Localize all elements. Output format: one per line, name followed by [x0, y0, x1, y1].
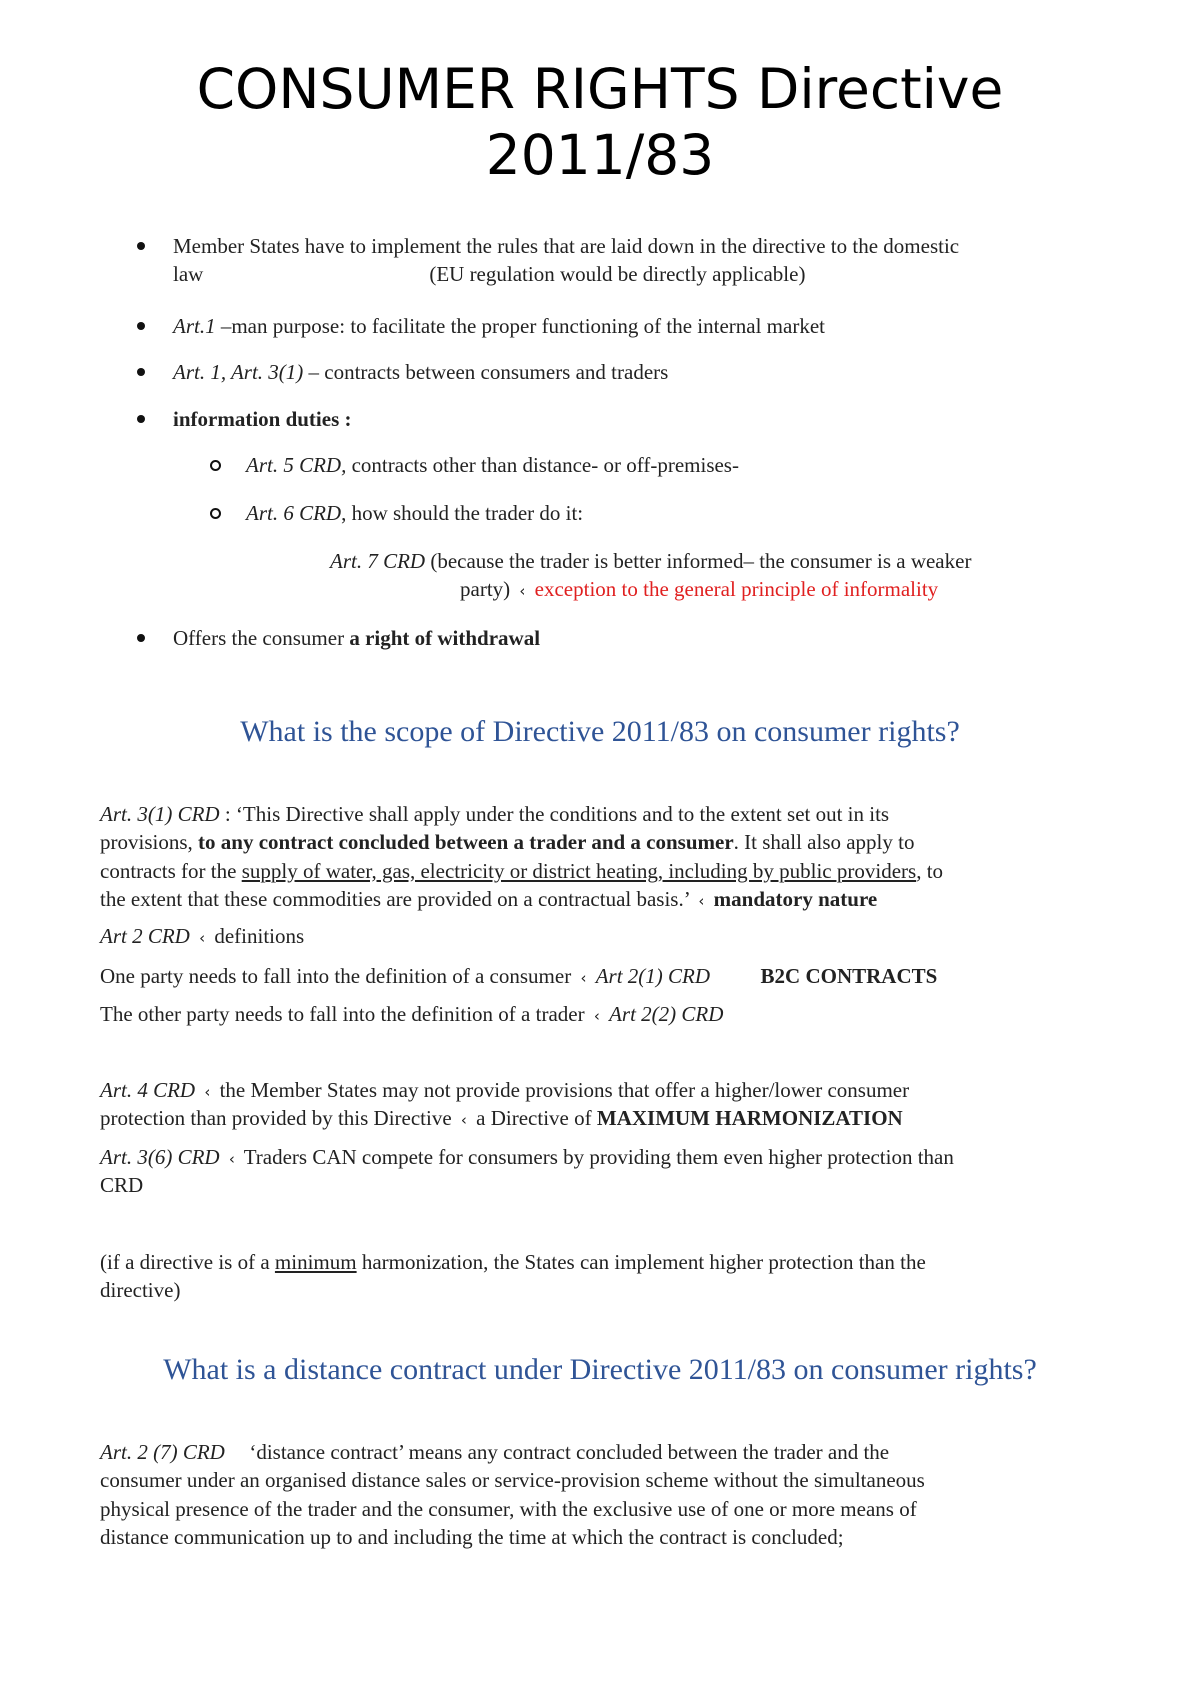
circle-bullet-icon	[210, 460, 221, 471]
section-heading-scope: What is the scope of Directive 2011/83 on consumer rights?	[240, 715, 960, 748]
bullet-item: information duties :	[173, 405, 1113, 433]
bullet-item: Member States have to implement the rules that are laid down in the directive to the domestic law (EU regulation would be directly applicable)	[173, 232, 1113, 289]
arrow-icon: ‹	[460, 1111, 467, 1130]
paragraph-art4: Art. 4 CRD ‹ the Member States may not provide provisions that offer a higher/lower consumer protection than provided by this Directive ‹ a Directive of MAXIMUM HARMONIZATION	[100, 1078, 910, 1131]
bullet-item: Art. 1, Art. 3(1) – contracts between consumers and traders	[173, 358, 1113, 386]
bullet-item: Art.1 –man purpose: to facilitate the proper functioning of the internal market	[173, 312, 1113, 340]
section-heading-distance: What is a distance contract under Directive 2011/83 on consumer rights?	[163, 1353, 1037, 1386]
arrow-icon: ‹	[228, 1150, 235, 1168]
arrow-icon: ‹	[519, 582, 526, 601]
sub-bullet-item: Art. 6 CRD, how should the trader do it:	[246, 499, 1186, 527]
paragraph-art3-6: Art. 3(6) CRD ‹ Traders CAN compete for consumers by providing them even higher protection than CRD	[100, 1145, 954, 1198]
indented-paragraph: Art. 7 CRD (because the trader is better informed– the consumer is a weaker party) ‹ exception to the general principle of informality	[330, 549, 972, 602]
paragraph-trader: The other party needs to fall into the definition of a trader ‹ Art 2(2) CRD	[100, 1002, 724, 1026]
bullet-item: Offers the consumer a right of withdrawal	[173, 624, 1113, 652]
paragraph-consumer: One party needs to fall into the definition of a consumer ‹ Art 2(1) CRD B2C CONTRACTS	[100, 964, 938, 988]
paragraph-art3: Art. 3(1) CRD : ‘This Directive shall apply under the conditions and to the extent set out in its provisions, to any contract concluded between a trader and a consumer. It shall also apply to contracts for the supply of water, gas, electricity or district heating, including by public providers, to the extent that these commodities are provided on a contractual basis.’ ‹ mandatory nature	[100, 802, 944, 912]
arrow-icon: ‹	[698, 892, 705, 911]
paragraph-art2: Art 2 CRD ‹ definitions	[100, 924, 305, 948]
bullet-icon	[137, 322, 145, 330]
bullet-icon	[137, 242, 145, 250]
sub-bullet-item: Art. 5 CRD, contracts other than distance- or off-premises-	[246, 451, 1186, 479]
arrow-icon: ‹	[593, 1007, 600, 1025]
arrow-icon: ‹	[204, 1083, 211, 1101]
paragraph-minimum: (if a directive is of a minimum harmonization, the States can implement higher protection than the directive)	[100, 1250, 926, 1303]
circle-bullet-icon	[210, 508, 221, 519]
bullet-icon	[137, 368, 145, 376]
arrow-icon: ‹	[199, 929, 206, 947]
document-title: CONSUMER RIGHTS Directive 2011/83	[196, 57, 1004, 187]
bullet-icon	[137, 634, 145, 642]
arrow-icon: ‹	[580, 969, 587, 987]
bullet-icon	[137, 415, 145, 423]
paragraph-art2-7: Art. 2 (7) CRD ‘distance contract’ means any contract concluded between the trader and the consumer under an organised distance sales or service-provision scheme without the simultaneous physical presence of the trader and the consumer, with the exclusive use of one or more means of distance communication up to and including the time at which the contract is concluded;	[100, 1440, 925, 1550]
